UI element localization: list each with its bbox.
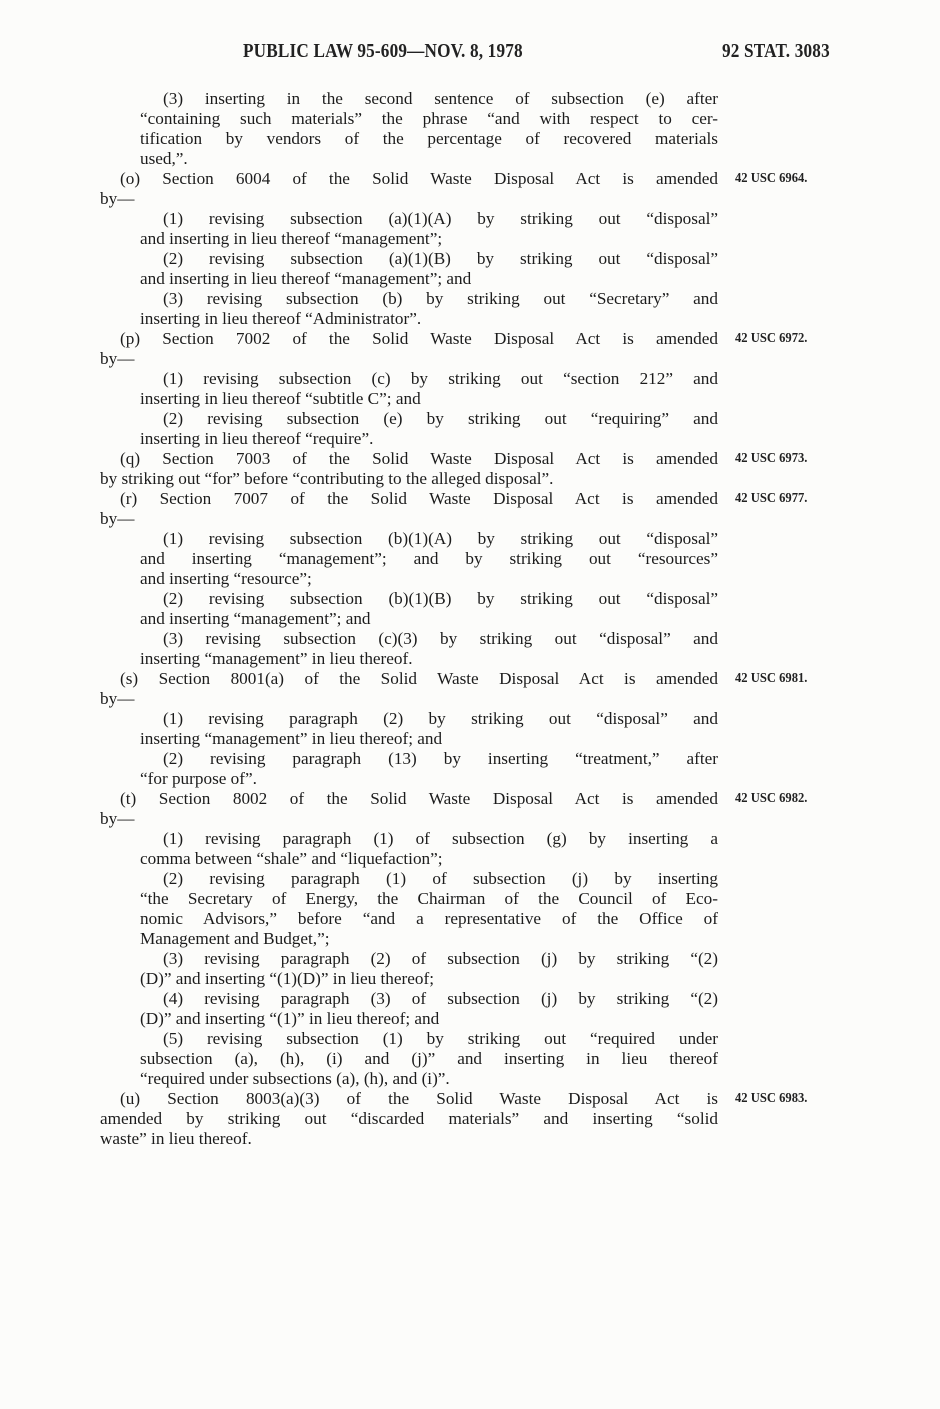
text-line: by— (100, 689, 135, 708)
section-paragraph (100, 489, 808, 529)
text-line: (3) inserting in the second sentence of subsection (e) after (163, 89, 718, 108)
text-line: by— (100, 509, 135, 528)
text-line: (4) revising paragraph (3) of subsection (j) by striking “(2) (163, 989, 718, 1008)
text-line: “containing such materials” the phrase “and with respect to cer- (140, 109, 718, 128)
item-paragraph (100, 949, 718, 989)
text-line: (1) revising subsection (a)(1)(A) by striking out “disposal” (163, 209, 718, 228)
margin-note-usc-citation: 42 USC 6977. (735, 491, 808, 506)
text-line: (1) revising paragraph (1) of subsection (g) by inserting a (163, 829, 718, 848)
text-line: (2) revising subsection (b)(1)(B) by striking out “disposal” (163, 589, 718, 608)
text-line: (D)” and inserting “(1)” in lieu thereof; and (140, 1009, 440, 1028)
text-line: (3) revising subsection (c)(3) by striking out “disposal” and (163, 629, 718, 648)
item-paragraph (100, 589, 718, 629)
margin-note-usc-citation: 42 USC 6972. (735, 331, 808, 346)
text-line: (3) revising subsection (b) by striking out “Secretary” and (163, 289, 718, 308)
margin-note-usc-citation: 42 USC 6973. (735, 451, 808, 466)
section-paragraph (100, 669, 808, 709)
text-line: (o) Section 6004 of the Solid Waste Disposal Act is amended (120, 169, 718, 188)
text-line: (1) revising paragraph (2) by striking out “disposal” and (163, 709, 718, 728)
text-line: inserting “management” in lieu thereof. (140, 649, 413, 668)
text-line: (s) Section 8001(a) of the Solid Waste Disposal Act is amended (120, 669, 718, 688)
text-line: inserting “management” in lieu thereof; and (140, 729, 443, 748)
text-line: (u) Section 8003(a)(3) of the Solid Waste Disposal Act is (120, 1089, 718, 1108)
text-line: (1) revising subsection (c) by striking out “section 212” and (163, 369, 718, 388)
margin-note-usc-citation: 42 USC 6981. (735, 671, 808, 686)
text-line: by— (100, 189, 135, 208)
text-line: (p) Section 7002 of the Solid Waste Disposal Act is amended (120, 329, 718, 348)
margin-note-usc-citation: 42 USC 6982. (735, 791, 808, 806)
text-line: (3) revising paragraph (2) of subsection (j) by striking “(2) (163, 949, 718, 968)
text-line: (2) revising paragraph (13) by inserting “treatment,” after (163, 749, 718, 768)
text-line: (r) Section 7007 of the Solid Waste Disposal Act is amended (120, 489, 718, 508)
section-paragraph (100, 449, 808, 489)
statute-page-number: 92 STAT. 3083 (722, 40, 830, 62)
item-paragraph (100, 89, 718, 169)
text-line: “the Secretary of Energy, the Chairman of the Council of Eco- (140, 889, 718, 908)
text-line: “required under subsections (a), (h), and (i)”. (140, 1069, 450, 1088)
text-line: subsection (a), (h), (i) and (j)” and inserting in lieu thereof (140, 1049, 718, 1068)
item-paragraph (100, 989, 718, 1029)
text-line: (t) Section 8002 of the Solid Waste Disposal Act is amended (120, 789, 718, 808)
text-line: and inserting “resource”; (140, 569, 312, 588)
item-paragraph (100, 289, 718, 329)
item-paragraph (100, 629, 718, 669)
section-paragraph (100, 789, 808, 829)
item-paragraph (100, 1029, 718, 1089)
text-line: tification by vendors of the percentage of recovered materials (140, 129, 718, 148)
item-paragraph (100, 369, 718, 409)
text-line: by— (100, 349, 135, 368)
text-line: comma between “shale” and “liquefaction”; (140, 849, 443, 868)
text-line: and inserting “management”; and (140, 609, 371, 628)
text-line: and inserting in lieu thereof “management”; and (140, 269, 472, 288)
text-line: (q) Section 7003 of the Solid Waste Disposal Act is amended (120, 449, 718, 468)
text-line: amended by striking out “discarded materials” and inserting “solid (100, 1109, 718, 1128)
text-line: (D)” and inserting “(1)(D)” in lieu thereof; (140, 969, 434, 988)
running-header-title: PUBLIC LAW 95-609—NOV. 8, 1978 (243, 40, 523, 62)
text-line: inserting in lieu thereof “Administrator”. (140, 309, 422, 328)
text-line: nomic Advisors,” before “and a representative of the Office of (140, 909, 718, 928)
text-line: (5) revising subsection (1) by striking out “required under (163, 1029, 718, 1048)
item-paragraph (100, 409, 718, 449)
text-line: by striking out “for” before “contributing to the alleged disposal”. (100, 469, 554, 488)
text-line: Management and Budget,”; (140, 929, 330, 948)
item-paragraph (100, 249, 718, 289)
text-line: waste” in lieu thereof. (100, 1129, 252, 1148)
text-line: inserting in lieu thereof “require”. (140, 429, 374, 448)
text-line: used,”. (140, 149, 188, 168)
text-line: and inserting “management”; and by striking out “resources” (140, 549, 718, 568)
text-line: and inserting in lieu thereof “management”; (140, 229, 443, 248)
section-paragraph (100, 329, 808, 369)
margin-note-usc-citation: 42 USC 6964. (735, 171, 808, 186)
text-line: (2) revising paragraph (1) of subsection (j) by inserting (163, 869, 718, 888)
text-line: (2) revising subsection (a)(1)(B) by striking out “disposal” (163, 249, 718, 268)
text-line: (2) revising subsection (e) by striking out “requiring” and (163, 409, 718, 428)
item-paragraph (100, 529, 718, 589)
item-paragraph (100, 209, 718, 249)
item-paragraph (100, 829, 718, 869)
section-paragraph (100, 169, 808, 209)
document-body (100, 89, 808, 1149)
item-paragraph (100, 869, 718, 949)
text-line: (1) revising subsection (b)(1)(A) by striking out “disposal” (163, 529, 718, 548)
margin-note-usc-citation: 42 USC 6983. (735, 1091, 808, 1106)
text-line: inserting in lieu thereof “subtitle C”; and (140, 389, 421, 408)
item-paragraph (100, 709, 718, 749)
item-paragraph (100, 749, 718, 789)
text-line: “for purpose of”. (140, 769, 257, 788)
section-paragraph (100, 1089, 808, 1149)
text-line: by— (100, 809, 135, 828)
